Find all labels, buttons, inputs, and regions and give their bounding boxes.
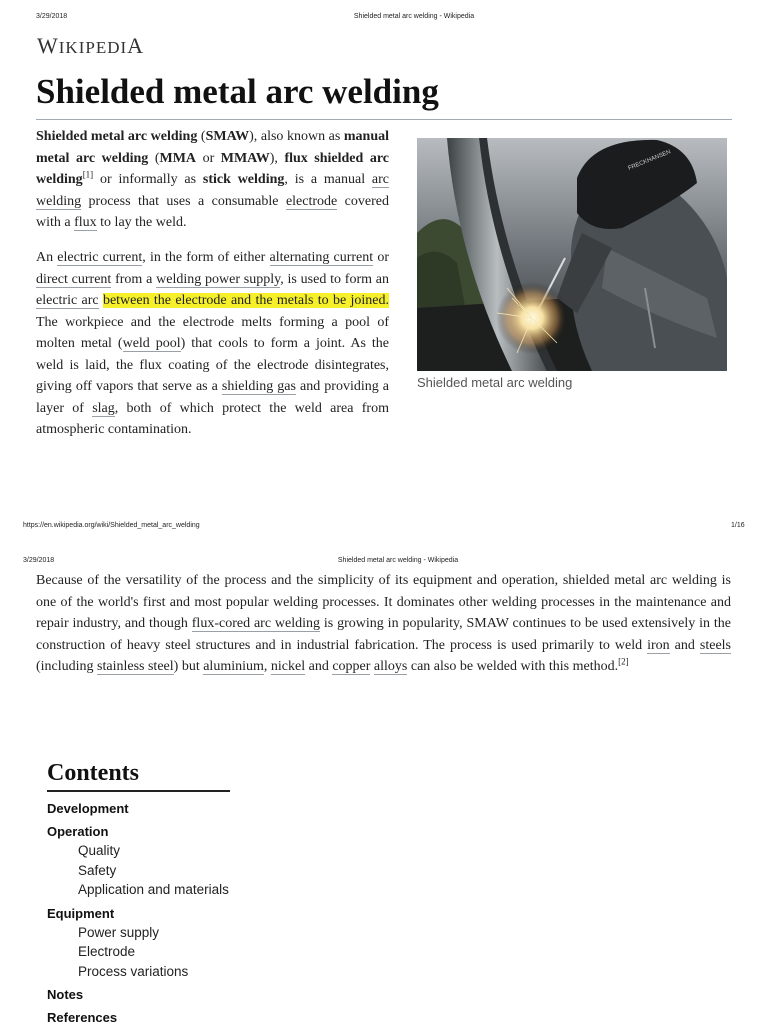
link-shielding-gas[interactable]: shielding gas bbox=[221, 379, 296, 394]
link-stainless-steel[interactable]: stainless steel bbox=[97, 659, 174, 674]
wikipedia-logo[interactable]: WIKIPEDIA bbox=[37, 33, 145, 58]
link-steels[interactable]: steels bbox=[699, 637, 732, 653]
toc-item-development[interactable]: Development bbox=[47, 801, 129, 816]
print-page-title: Shielded metal arc welding - Wikipedia bbox=[337, 557, 459, 564]
link-direct-current[interactable]: direct current bbox=[36, 271, 112, 287]
toc-item-power-supply[interactable]: Power supply bbox=[78, 924, 160, 940]
article-intro-column bbox=[36, 126, 389, 234]
toc-item-notes[interactable]: Notes bbox=[47, 987, 84, 1002]
link-electrode[interactable]: electrode bbox=[285, 193, 338, 209]
svg-text:FRECKHANSEN: FRECKHANSEN bbox=[627, 149, 672, 172]
intro-paragraph: Shielded metal arc welding (SMAW), also known as manual metal arc welding (MMA or MMAW), flux shielded arc welding[1] or informally as stick welding, is a manual arc welding process that uses a consumable electrode covered with a flux to lay the weld. bbox=[36, 129, 389, 230]
highlighted-text: between the electrode and the metals to be joined. bbox=[102, 293, 390, 308]
toc-item-references[interactable]: References bbox=[47, 1010, 118, 1025]
link-flux-cored-arc-welding[interactable]: flux-cored arc welding bbox=[191, 616, 321, 631]
toc-divider bbox=[47, 790, 230, 792]
link-flux[interactable]: flux bbox=[74, 215, 97, 230]
article-para-1-column bbox=[36, 247, 389, 441]
link-nickel[interactable]: nickel bbox=[270, 659, 306, 674]
toc-item-application-and-materials[interactable]: Application and materials bbox=[78, 882, 229, 897]
print-date: 3/29/2018 bbox=[36, 13, 68, 20]
article-title: Shielded metal arc welding bbox=[36, 72, 439, 111]
reference-link[interactable]: [1] bbox=[82, 169, 94, 180]
link-alloys[interactable]: alloys bbox=[373, 659, 408, 674]
toc-item-equipment[interactable]: Equipment bbox=[47, 905, 115, 921]
table-of-contents bbox=[47, 760, 347, 1027]
infobox-figure bbox=[417, 138, 727, 390]
welding-photo[interactable] bbox=[417, 138, 727, 371]
link-electric-current[interactable]: electric current bbox=[57, 250, 143, 265]
toc-item-operation[interactable]: Operation bbox=[47, 824, 109, 839]
paragraph-1: An electric current, in the form of either alternating current or direct current from a welding power supply, is used to form an electric arc between the electrode and the metals to be joined. The workpiece and the electrode melts forming a pool of molten metal (weld pool) that cools to form a joint. As the weld is laid, the flux coating of the electrode disintegrates, giving off vapors that serve as a shielding gas and providing a layer of slag, both of which protect the weld area from atmospheric contamination. bbox=[36, 250, 390, 437]
link-copper[interactable]: copper bbox=[332, 659, 371, 674]
toc-item-quality[interactable]: Quality bbox=[78, 843, 121, 858]
link-slag[interactable]: slag bbox=[92, 400, 115, 416]
print-page-number: 1/16 bbox=[731, 522, 745, 529]
toc-item-electrode[interactable]: Electrode bbox=[78, 944, 136, 959]
link-welding-power-supply[interactable]: welding power supply bbox=[156, 271, 281, 287]
reference-link[interactable]: [2] bbox=[618, 656, 629, 667]
link-alternating-current[interactable]: alternating current bbox=[269, 250, 374, 265]
link-iron[interactable]: iron bbox=[647, 637, 670, 653]
link-electric-arc[interactable]: electric arc bbox=[36, 293, 99, 308]
print-url: https://en.wikipedia.org/wiki/Shielded_metal_arc_welding bbox=[23, 522, 200, 529]
print-date: 3/29/2018 bbox=[23, 557, 55, 564]
paragraph-2: Because of the versatility of the process and the simplicity of its equipment and operation, shielded metal arc welding is one of the world's first and most popular welding processes. It dominates other welding processes in the maintenance and repair industry, and though flux-cored arc welding is growing in popularity, SMAW continues to be used extensively in the construction of heavy steel structures and in industrial fabrication. The process is used primarily to weld iron and steels (including stainless steel) but aluminium, nickel and copper alloys can also be welded with this method.[2] bbox=[36, 573, 732, 674]
print-page-title: Shielded metal arc welding - Wikipedia bbox=[353, 13, 475, 20]
toc-item-process-variations[interactable]: Process variations bbox=[78, 963, 189, 979]
toc-title: Contents bbox=[47, 760, 140, 786]
link-aluminium[interactable]: aluminium bbox=[203, 659, 264, 674]
link-weld-pool[interactable]: weld pool bbox=[122, 336, 181, 351]
title-divider bbox=[36, 119, 732, 120]
figure-caption: Shielded metal arc welding bbox=[417, 375, 573, 390]
toc-item-safety[interactable]: Safety bbox=[78, 862, 117, 878]
link-arc-welding[interactable]: arc welding bbox=[36, 172, 389, 209]
